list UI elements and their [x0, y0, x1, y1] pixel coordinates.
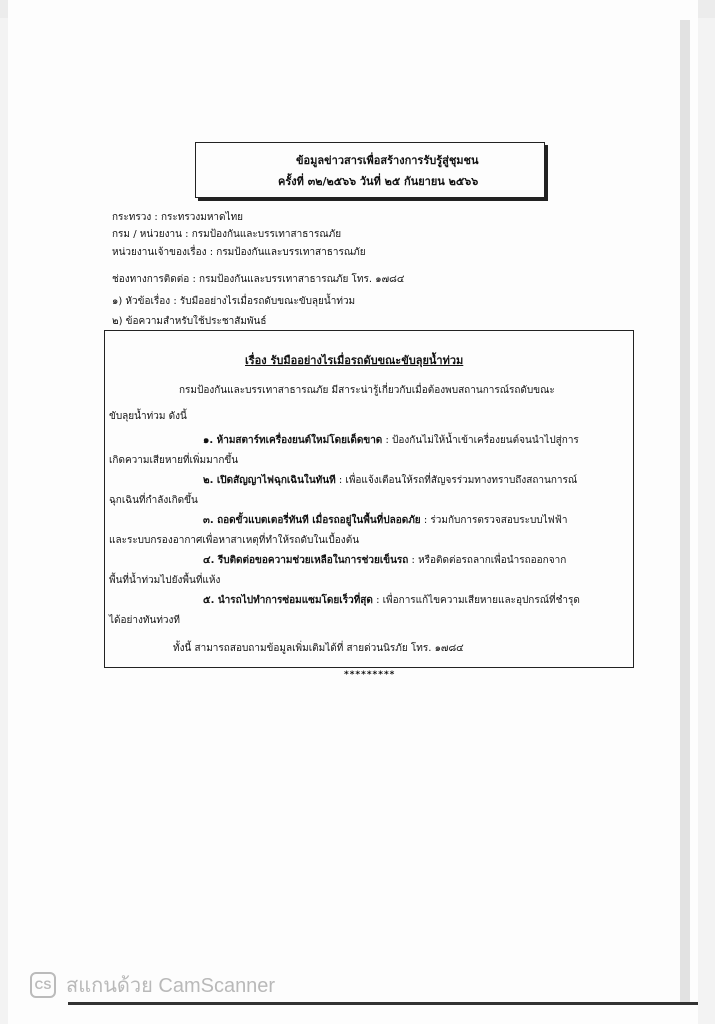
item-5	[203, 593, 580, 608]
item-1-cont: เกิดความเสียหายที่เพิ่มมากขึ้น	[109, 455, 239, 466]
item-2	[203, 473, 577, 488]
meta-ministry: กระทรวง : กระทรวงมหาดไทย	[112, 212, 244, 223]
meta-owner-unit: หน่วยงานเจ้าของเรื่อง : กรมป้องกันและบรรเทาสาธารณภัย	[112, 247, 366, 258]
intro-line-2: ขับลุยน้ำท่วม ดังนี้	[109, 411, 187, 422]
item-3-cont: และระบบกรองอากาศเพื่อหาสาเหตุที่ทำให้รถดับในเบื้องต้น	[109, 535, 360, 546]
intro-line-1: กรมป้องกันและบรรเทาสาธารณภัย มีสาระน่ารู้เกี่ยวกับเมื่อต้องพบสถานการณ์รถดับขณะ	[179, 385, 555, 396]
item-2-rest: : เพื่อแจ้งเตือนให้รถที่สัญจรร่วมทางทราบถึงสถานการณ์	[335, 475, 578, 486]
page-edge-shadow	[680, 20, 690, 1005]
item-5-lead: ๕. นำรถไปทำการซ่อมแซมโดยเร็วที่สุด	[203, 595, 373, 606]
item-4	[203, 553, 566, 568]
page-bottom-edge	[68, 1002, 698, 1005]
item-1-lead: ๑. ห้ามสตาร์ทเครื่องยนต์ใหม่โดยเด็ดขาด	[203, 435, 383, 446]
item-3-rest: : ร่วมกับการตรวจสอบระบบไฟฟ้า	[420, 515, 568, 526]
header-box	[195, 142, 545, 198]
header-issue-date: ครั้งที่ ๓๒/๒๕๖๖ วันที่ ๒๕ กันยายน ๒๕๖๖	[278, 175, 479, 188]
content-title: เรื่อง รับมืออย่างไรเมื่อรถดับขณะขับลุยน้ำท่วม	[245, 354, 464, 367]
watermark-text: สแกนด้วย CamScanner	[66, 975, 276, 997]
item-2-lead: ๒. เปิดสัญญาไฟฉุกเฉินในทันที	[203, 475, 336, 486]
content-box	[104, 330, 634, 668]
meta-department: กรม / หน่วยงาน : กรมป้องกันและบรรเทาสาธารณภัย	[112, 229, 342, 240]
item-4-rest: : หรือติดต่อรถลากเพื่อนำรถออกจาก	[408, 555, 567, 566]
item-3-lead: ๓. ถอดขั้วแบตเตอรี่ทันที เมื่อรถอยู่ในพื้นที่ปลอดภัย	[203, 515, 421, 526]
item-2-cont: ฉุกเฉินที่กำลังเกิดขึ้น	[109, 495, 198, 506]
item-4-cont: พื้นที่น้ำท่วมไปยังพื้นที่แห้ง	[109, 575, 221, 586]
content-footer: ทั้งนี้ สามารถสอบถามข้อมูลเพิ่มเติมได้ที่ สายด่วนนิรภัย โทร. ๑๗๘๔	[173, 643, 464, 654]
meta-topic: ๑) หัวข้อเรื่อง : รับมืออย่างไรเมื่อรถดับขณะขับลุยน้ำท่วม	[112, 296, 356, 307]
meta-pr-message: ๒) ข้อความสำหรับใช้ประชาสัมพันธ์	[112, 316, 267, 327]
item-3	[203, 513, 567, 528]
item-1	[203, 433, 579, 448]
item-4-lead: ๔. รีบติดต่อขอความช่วยเหลือในการช่วยเข็นรถ	[203, 555, 409, 566]
meta-contact: ช่องทางการติดต่อ : กรมป้องกันและบรรเทาสาธารณภัย โทร. ๑๗๘๔	[112, 274, 405, 285]
camscanner-watermark	[30, 970, 275, 1000]
item-5-cont: ได้อย่างทันท่วงที	[109, 615, 180, 626]
item-5-rest: : เพื่อการแก้ไขความเสียหายและอุปกรณ์ที่ชำรุด	[372, 595, 580, 606]
item-1-rest: : ป้องกันไม่ให้น้ำเข้าเครื่องยนต์จนนำไปสู่การ	[382, 435, 579, 446]
camscanner-logo-icon: CS	[30, 972, 56, 998]
end-mark: *********	[344, 670, 396, 680]
header-title: ข้อมูลข่าวสารเพื่อสร้างการรับรู้สู่ชุมชน	[296, 154, 479, 167]
